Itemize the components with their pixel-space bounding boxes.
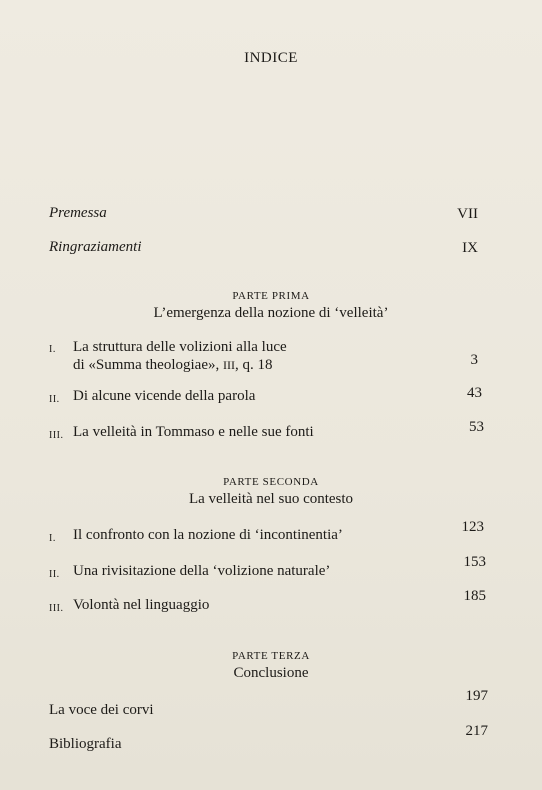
part-caption-3: PARTE TERZA — [232, 650, 310, 662]
chapter-page: 123 — [461, 519, 484, 535]
chapter-page: 185 — [463, 588, 486, 604]
chapter-number: II. — [49, 569, 60, 580]
chapter-title: Di alcune vicende della parola — [73, 388, 256, 404]
part-title-2: La velleità nel suo contesto — [188, 491, 354, 507]
toc-page-bibliografia: 217 — [465, 723, 488, 739]
toc-page-premessa: VII — [457, 206, 478, 222]
page-title: INDICE — [244, 50, 298, 66]
toc-page-la-voce-dei-corvi: 197 — [465, 688, 488, 704]
chapter-number: I. — [49, 533, 56, 544]
chapter-number: III. — [49, 430, 64, 441]
toc-entry-bibliografia: Bibliografia — [49, 736, 122, 752]
chapter-title: Una rivisitazione della ‘volizione naturale’ — [73, 563, 331, 579]
chapter-title: La velleità in Tommaso e nelle sue fonti — [73, 424, 314, 440]
chapter-page: 3 — [470, 352, 478, 368]
toc-entry-la-voce-dei-corvi: La voce dei corvi — [49, 702, 154, 718]
chapter-number: III. — [49, 603, 64, 614]
toc-entry-premessa: Premessa — [49, 205, 107, 221]
chapter-page: 153 — [463, 554, 486, 570]
chapter-title-continued: di «Summa theologiae», III, q. 18 — [73, 357, 273, 373]
part-caption-1: PARTE PRIMA — [232, 290, 310, 302]
chapter-title: La struttura delle volizioni alla luce — [73, 339, 287, 355]
chapter-number: I. — [49, 344, 56, 355]
toc-entry-ringraziamenti: Ringraziamenti — [49, 239, 142, 255]
toc-page-ringraziamenti: IX — [462, 240, 478, 256]
chapter-title: Il confronto con la nozione di ‘incontinentia’ — [73, 527, 343, 543]
part-caption-2: PARTE SECONDA — [223, 476, 319, 488]
part-title-3: Conclusione — [233, 665, 309, 681]
part-title-1: L’emergenza della nozione di ‘velleità’ — [153, 305, 389, 321]
chapter-page: 43 — [467, 385, 482, 401]
chapter-title: Volontà nel linguaggio — [73, 597, 210, 613]
chapter-number: II. — [49, 394, 60, 405]
chapter-page: 53 — [469, 419, 484, 435]
